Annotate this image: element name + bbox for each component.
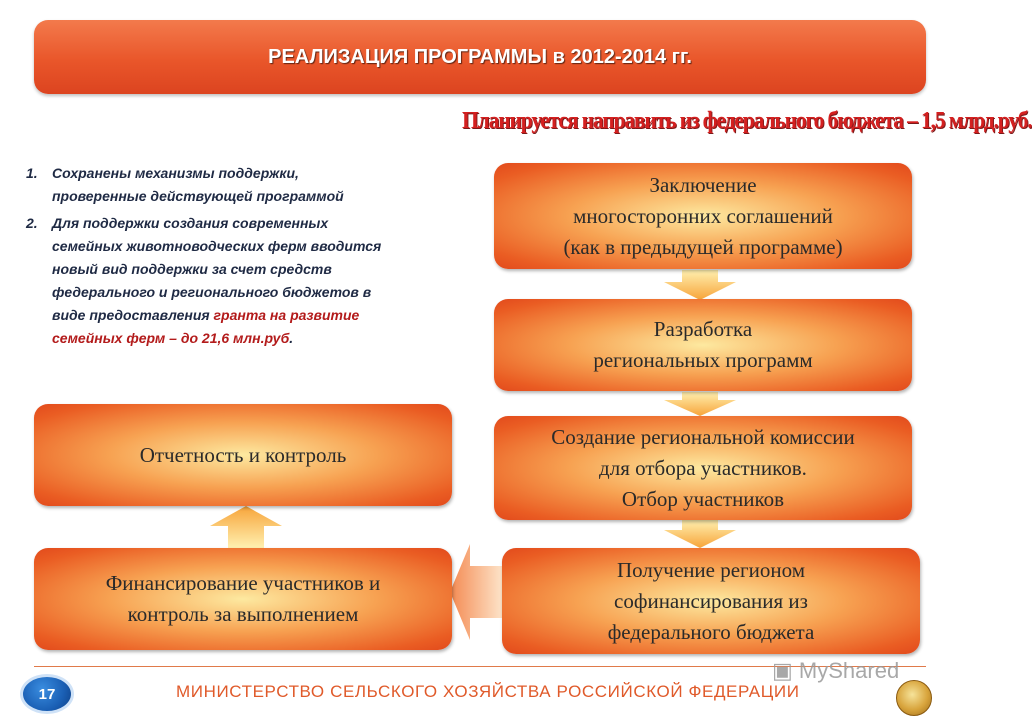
step-commission (494, 416, 912, 520)
step-regional-programs (494, 299, 912, 391)
point-line: Для поддержки создания современных (52, 215, 329, 231)
point-number: 2. (26, 215, 38, 231)
step-text: Финансирование участников и (105, 571, 381, 595)
step-text: Отбор участников (621, 486, 785, 511)
page-number-badge: 17 (20, 674, 74, 714)
step-text: многосторонних соглашений (573, 203, 833, 228)
point-line: Сохранены механизмы поддержки, (52, 165, 299, 181)
point-line (52, 327, 381, 350)
grant-highlight: гранта на развитие (213, 307, 360, 323)
point-2 (26, 212, 476, 350)
step-text: Разработка (653, 317, 753, 341)
point-text: . (289, 330, 294, 346)
up-arrow-icon (210, 506, 282, 548)
point-line (52, 304, 381, 327)
step-text: (как в предыдущей программе) (563, 234, 843, 259)
point-1 (26, 162, 476, 208)
grant-amount-highlight: семейных ферм – до 21,6 млн.руб (52, 330, 290, 346)
ministry-name: МИНИСТЕРСТВО СЕЛЬСКОГО ХОЗЯЙСТВА РОССИЙСКОЙ ФЕДЕРАЦИИ (176, 682, 800, 701)
slide-title: РЕАЛИЗАЦИЯ ПРОГРАММЫ в 2012-2014 гг. (268, 45, 692, 68)
step-agreements (494, 163, 912, 269)
watermark (772, 658, 899, 684)
key-points-list (26, 162, 476, 354)
title-banner (34, 20, 926, 94)
budget-note: Планируется направить из федерального бюджета – 1,5 млрд.руб. (462, 108, 1032, 134)
down-arrow-icon (664, 270, 736, 300)
step-text: Заключение (649, 172, 757, 197)
step-reporting (34, 404, 452, 506)
point-text: виде предоставления (52, 307, 214, 323)
ministry-emblem-icon (896, 680, 932, 716)
step-financing-participants (34, 548, 452, 650)
watermark-logo-icon: ▣ (772, 658, 799, 683)
left-arrow-icon (450, 544, 502, 640)
point-line: семейных животноводческих ферм вводится (52, 238, 382, 254)
down-arrow-icon (664, 520, 736, 548)
point-line: проверенные действующей программой (52, 188, 344, 204)
point-number: 1. (26, 165, 38, 181)
watermark-text: MyShared (798, 658, 900, 683)
step-text: для отбора участников. (599, 455, 807, 480)
point-line: федерального и регионального бюджетов в (52, 284, 372, 300)
step-cofinancing (502, 548, 920, 654)
point-line: новый вид поддержки за счет средств (52, 261, 332, 277)
step-text: федерального бюджета (607, 619, 815, 644)
step-text: региональных программ (593, 348, 813, 372)
step-text: Отчетность и контроль (139, 442, 347, 467)
down-arrow-icon (664, 392, 736, 416)
step-text: софинансирования из (614, 588, 808, 613)
step-text: контроль за выполнением (127, 602, 359, 626)
step-text: Создание региональной комиссии (551, 424, 855, 449)
step-text: Получение регионом (616, 557, 806, 582)
